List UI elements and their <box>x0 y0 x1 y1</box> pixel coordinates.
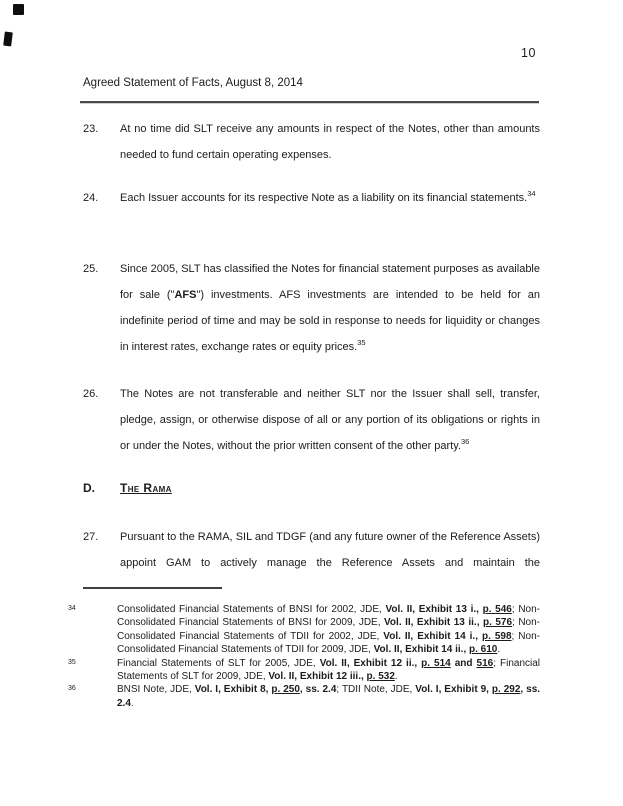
paragraph-text: Since 2005, SLT has classified the Notes for financial statement purposes as available for sale ("AFS") investments. AFS investments are intended to be held for an indefinite period of time and may be sold in response to needs for liquidity or changes in interest rates, exchange rates or equity prices.$^{35}$ <box>120 263 541 353</box>
footnote-marker: 35 <box>68 658 76 666</box>
paragraph-number: 24. <box>83 192 99 204</box>
page-number: 10 <box>521 46 536 60</box>
paragraph-26 <box>83 381 540 459</box>
scan-artifact <box>13 4 24 15</box>
section-heading-d <box>83 481 540 495</box>
paragraph-24 <box>83 185 540 211</box>
section-letter: D. <box>83 481 95 495</box>
document-header: Agreed Statement of Facts, August 8, 2014 <box>83 77 303 89</box>
footnote-text: BNSI Note, JDE, Vol. I, Exhibit 8, p. 250, ss. 2.4; TDII Note, JDE, Vol. I, Exhibit 9, p. 292, ss. 2.4. <box>117 684 541 709</box>
scan-artifact <box>3 32 13 47</box>
paragraph-text: Each Issuer accounts for its respective Note as a liability on its financial statements.$^{34}$ <box>120 189 536 204</box>
footnote-35 <box>68 657 541 684</box>
footnote-separator <box>83 587 222 589</box>
footnote-36 <box>68 683 541 710</box>
paragraph-23 <box>83 116 540 168</box>
footnote-marker: 34 <box>68 605 76 612</box>
paragraph-text: The Notes are not transferable and neither SLT nor the Issuer shall sell, transfer, pledge, assign, or otherwise dispose of all or any portion of its obligations or rights in or under the Notes, without the prior written consent of the other party.$^{36}$ <box>120 388 540 452</box>
section-title: The Rama <box>120 481 172 495</box>
footnote-34 <box>68 603 541 657</box>
paragraph-number: 26. <box>83 388 99 400</box>
paragraph-number: 23. <box>83 123 99 135</box>
footnote-text: Consolidated Financial Statements of BNSI for 2002, JDE, Vol. II, Exhibit 13 i., p. 546; Non-Consolidated Financial Statements of BNSI for 2009, JDE, Vol. II, Exhibit 13 ii., p. 576; Non-Consolidated Financial Statements of TDII for 2002, JDE, Vol. II, Exhibit 14 i., p. 598; Non-Consolidated Financial Statements of TDII for 2009, JDE, Vol. II, Exhibit 14 ii., p. 610. <box>117 604 541 656</box>
paragraph-text: At no time did SLT receive any amounts in respect of the Notes, other than amounts needed to fund certain operating expenses. <box>120 123 540 161</box>
footnote-text: Financial Statements of SLT for 2005, JDE, Vol. II, Exhibit 12 ii., p. 514 and 516; Financial Statements of SLT for 2009, JDE, Vol. II, Exhibit 12 iii., p. 532. <box>117 657 541 683</box>
paragraph-text: Pursuant to the RAMA, SIL and TDGF (and any future owner of the Reference Assets) appoint GAM to actively manage the Reference Assets and maintain the <box>120 531 540 569</box>
footnote-marker: 36 <box>68 685 76 693</box>
paragraph-25 <box>83 256 540 360</box>
paragraph-number: 25. <box>83 263 99 275</box>
paragraph-27 <box>83 524 540 576</box>
paragraph-number: 27. <box>83 531 99 543</box>
header-rule <box>80 101 539 103</box>
footnotes-block <box>68 603 541 710</box>
